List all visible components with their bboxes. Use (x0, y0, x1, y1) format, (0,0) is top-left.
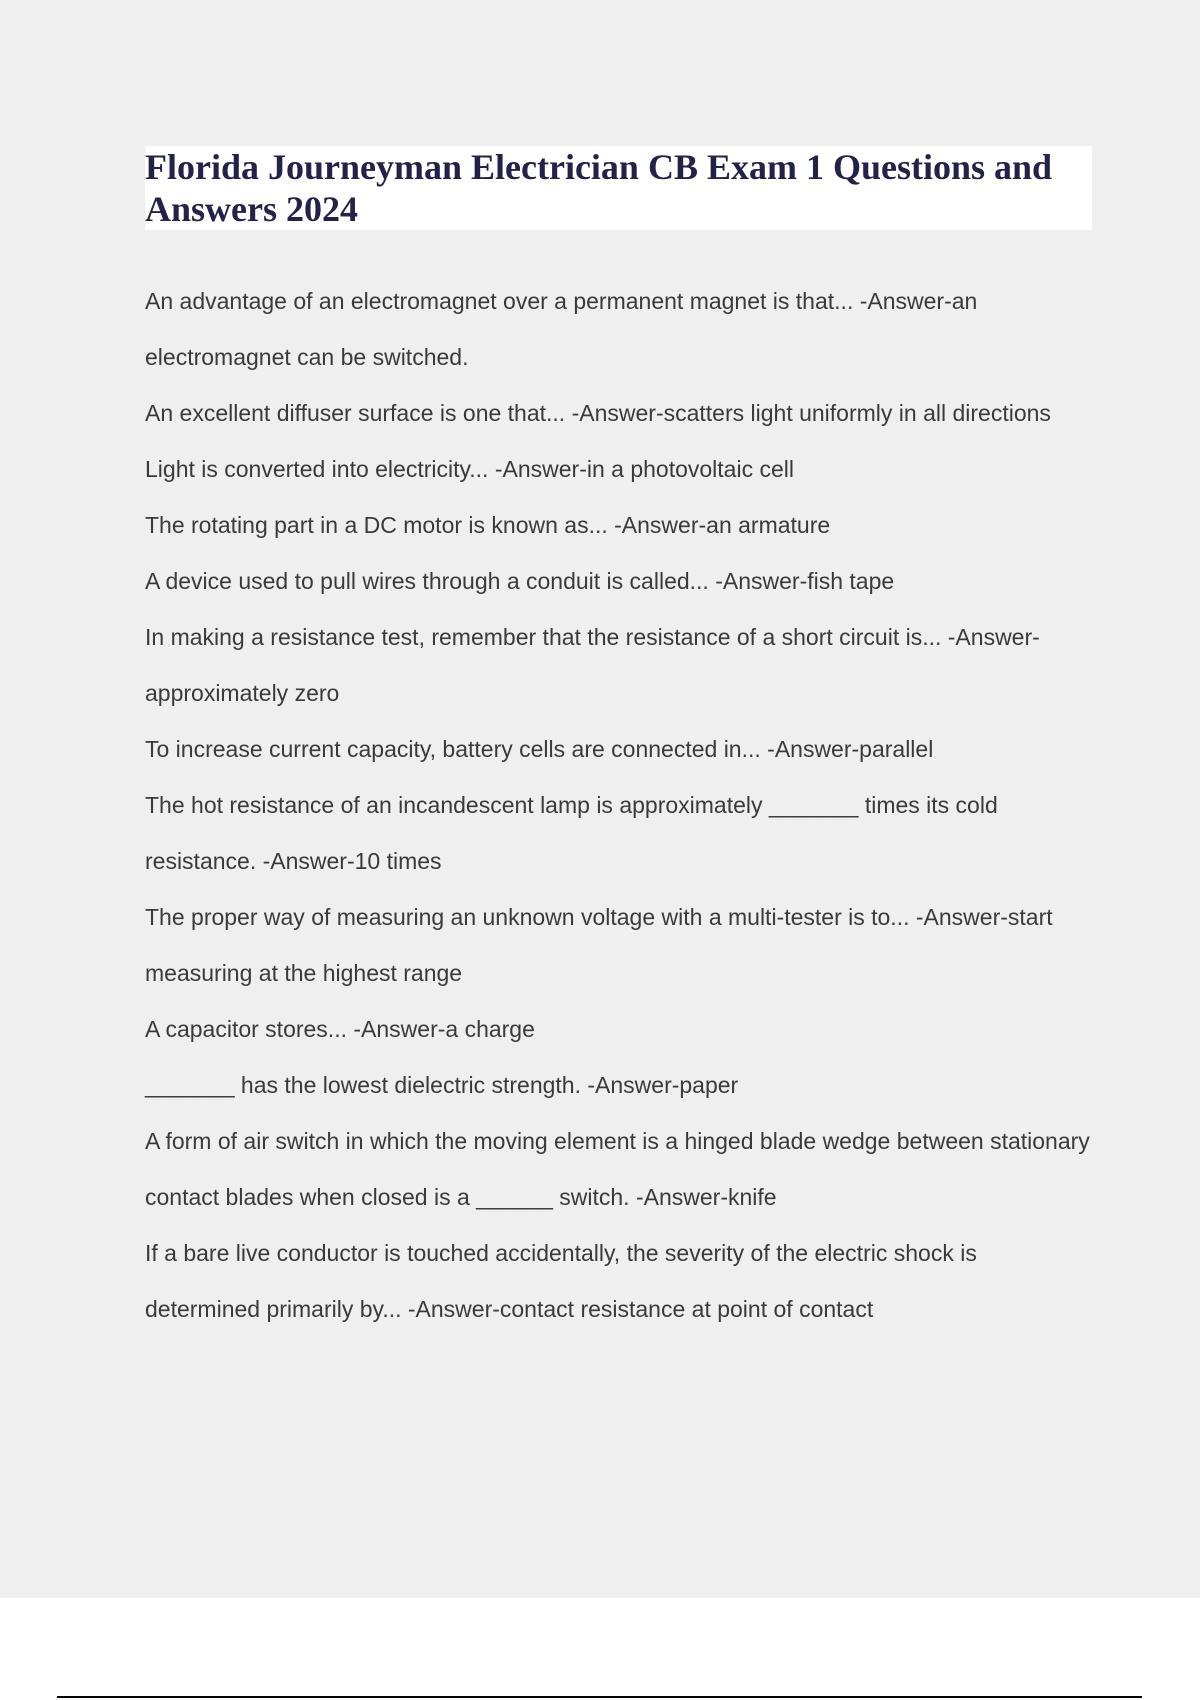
qa-item: An advantage of an electromagnet over a permanent magnet is that... -Answer-an electromagnet can be switched. (145, 288, 978, 370)
qa-item: To increase current capacity, battery cells are connected in... -Answer-parallel (145, 736, 934, 762)
qa-item: The hot resistance of an incandescent lamp is approximately _______ times its cold resistance. -Answer-10 times (145, 792, 998, 874)
qa-item: In making a resistance test, remember that the resistance of a short circuit is... -Answer-approximately zero (145, 624, 1040, 706)
qa-item: A device used to pull wires through a conduit is called... -Answer-fish tape (145, 568, 895, 594)
qa-item: A capacitor stores... -Answer-a charge (145, 1016, 535, 1042)
qa-item: Light is converted into electricity... -Answer-in a photovoltaic cell (145, 456, 794, 482)
qa-item: _______ has the lowest dielectric strength. -Answer-paper (145, 1072, 739, 1098)
title-box (145, 146, 1092, 230)
qa-item: If a bare live conductor is touched accidentally, the severity of the electric shock is determined primarily by... -Answer-contact resistance at point of contact (145, 1240, 977, 1322)
qa-item: A form of air switch in which the moving element is a hinged blade wedge between stationary contact blades when closed is a ______ switch. -Answer-knife (145, 1128, 1090, 1210)
document-title: Florida Journeyman Electrician CB Exam 1 Questions and Answers 2024 (145, 147, 1053, 229)
footer-divider (57, 1696, 1142, 1698)
qa-list (145, 273, 1095, 1337)
qa-item: An excellent diffuser surface is one that... -Answer-scatters light uniformly in all directions (145, 400, 1051, 426)
qa-item: The proper way of measuring an unknown voltage with a multi-tester is to... -Answer-start measuring at the highest range (145, 904, 1053, 986)
qa-item: The rotating part in a DC motor is known as... -Answer-an armature (145, 512, 831, 538)
